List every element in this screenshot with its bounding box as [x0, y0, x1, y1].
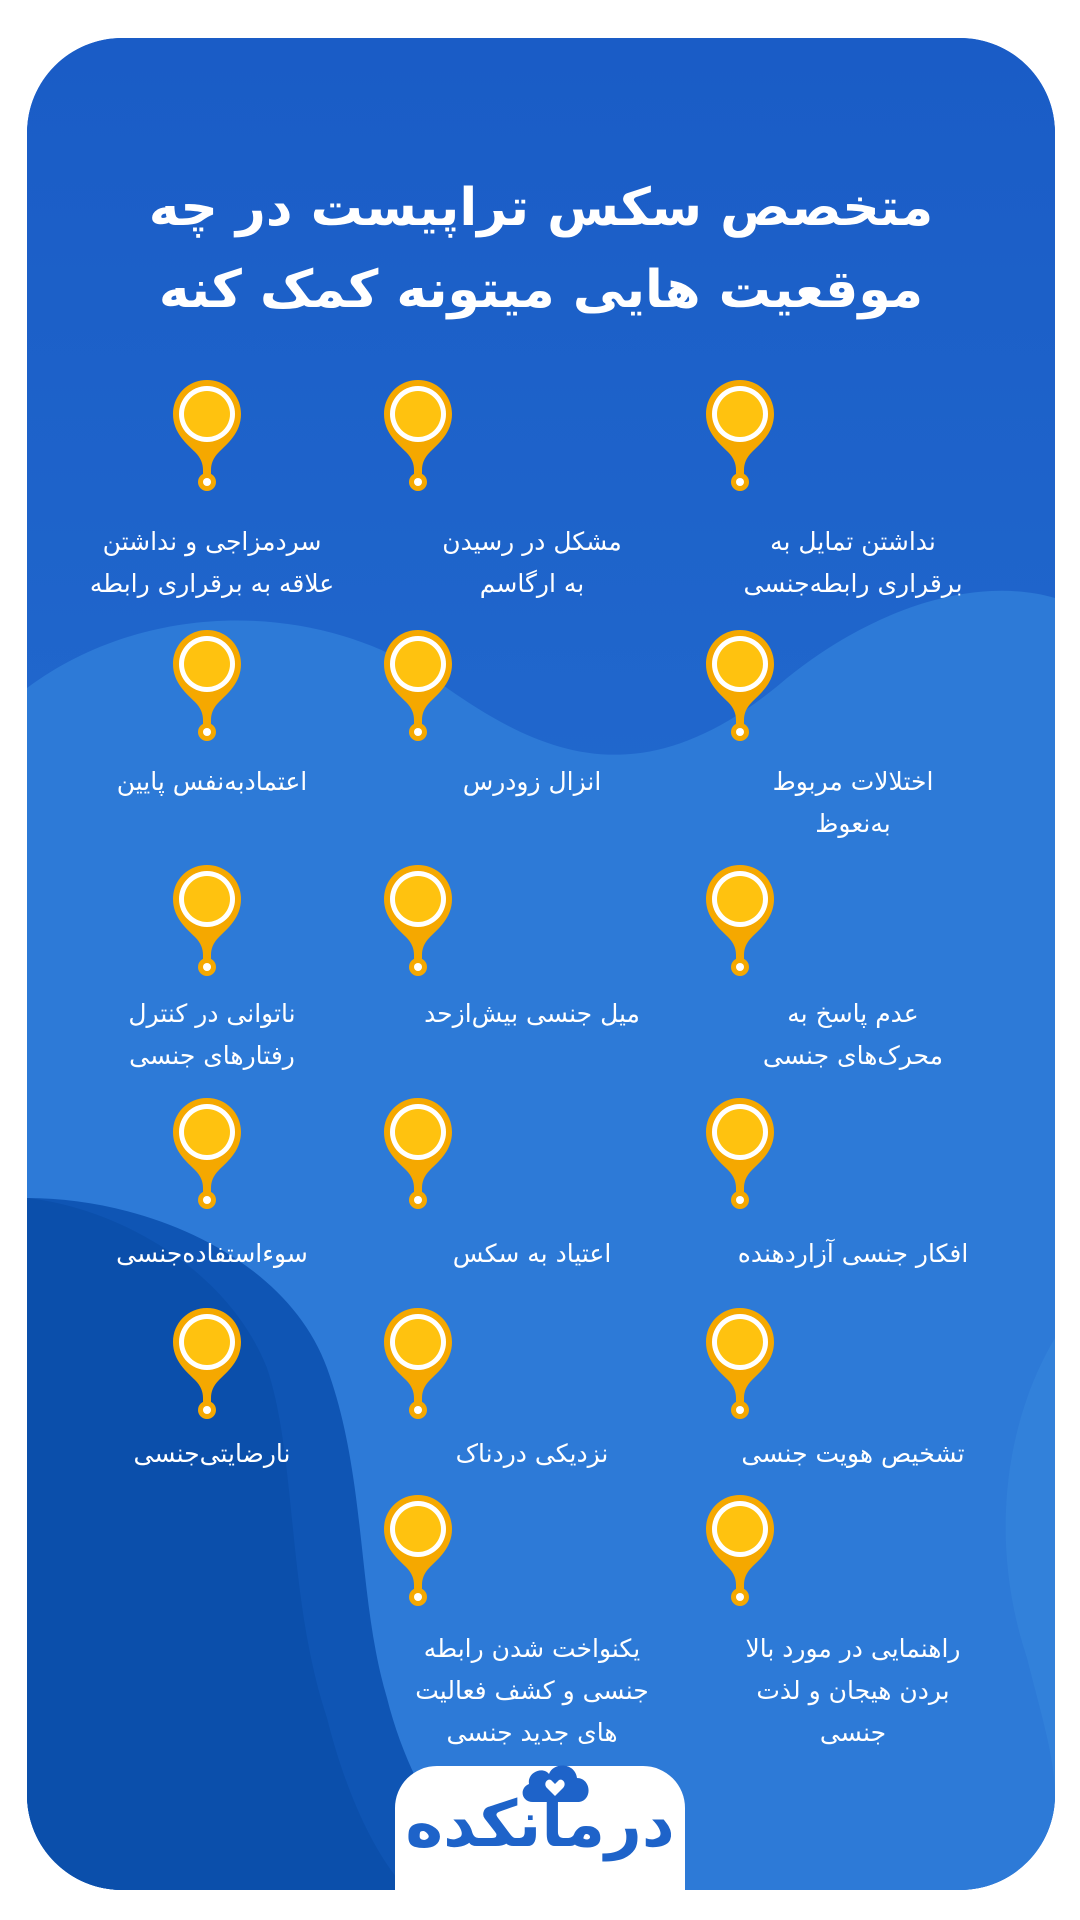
- location-pin-icon: [171, 378, 243, 496]
- location-pin-icon: [171, 1306, 243, 1424]
- item-label: [703, 761, 1003, 845]
- logo-text: درمانکده: [405, 1788, 675, 1862]
- location-pin-icon: [704, 1096, 776, 1214]
- location-pin-icon: [171, 863, 243, 981]
- item-label-line: نزدیکی دردناک: [455, 1439, 609, 1468]
- item-label-line: تشخیص هویت جنسی: [741, 1439, 965, 1468]
- location-pin-icon: [382, 863, 454, 981]
- item-label-line: عدم پاسخ به: [787, 999, 919, 1028]
- item-label-line: یکنواخت شدن رابطه: [423, 1634, 641, 1663]
- location-pin-icon: [704, 863, 776, 981]
- logo-badge: [395, 1766, 685, 1890]
- item-label-line: به‌نعوظ: [815, 809, 891, 838]
- location-pin-icon: [382, 628, 454, 746]
- location-pin-icon: [704, 378, 776, 496]
- item-label: [62, 761, 362, 803]
- location-pin-icon: [171, 1096, 243, 1214]
- item-label: [703, 993, 1003, 1077]
- item-label: [62, 521, 362, 605]
- location-pin-icon: [382, 1306, 454, 1424]
- item-label: [62, 1433, 362, 1475]
- item-label-line: اختلالات مربوط: [772, 767, 934, 796]
- title-line-1: متخصص سکس تراپیست در چه: [148, 178, 934, 238]
- location-pin-icon: [382, 1096, 454, 1214]
- item-label: [703, 1233, 1003, 1275]
- item-label-line: برقراری رابطه‌جنسی: [743, 569, 963, 598]
- item-label-line: های جدید جنسی: [446, 1718, 618, 1747]
- item-label-line: علاقه به برقراری رابطه: [89, 569, 335, 598]
- item-label: [62, 1233, 362, 1275]
- location-pin-icon: [382, 378, 454, 496]
- item-label: [62, 993, 362, 1077]
- item-label-line: اعتمادبه‌نفس پایین: [116, 767, 308, 796]
- item-label-line: نداشتن تمایل به: [770, 527, 936, 556]
- item-label: [382, 1628, 682, 1754]
- item-label-line: بردن هیجان و لذت: [756, 1676, 950, 1705]
- item-label-line: نارضایتی‌جنسی: [133, 1439, 291, 1468]
- item-label-line: به ارگاسم: [479, 569, 585, 598]
- item-label-line: ناتوانی در کنترل: [128, 999, 296, 1028]
- item-label-line: جنسی و کشف فعالیت: [415, 1676, 649, 1705]
- item-label-line: میل جنسی بیش‌ازحد: [424, 999, 640, 1028]
- item-label: [382, 1233, 682, 1275]
- item-label-line: انزال زودرس: [462, 767, 602, 796]
- item-label-line: مشکل در رسیدن: [442, 527, 622, 556]
- infographic-card: [27, 38, 1055, 1890]
- item-label-line: سردمزاجی و نداشتن: [102, 527, 322, 556]
- location-pin-icon: [171, 628, 243, 746]
- item-label: [382, 993, 682, 1035]
- title-line-2: موقعیت هایی میتونه کمک کنه: [158, 260, 924, 320]
- location-pin-icon: [704, 1493, 776, 1611]
- item-label-line: محرک‌های جنسی: [762, 1041, 944, 1070]
- location-pin-icon: [704, 1306, 776, 1424]
- item-label-line: راهنمایی در مورد بالا: [745, 1634, 961, 1663]
- item-label: [382, 1433, 682, 1475]
- item-label-line: رفتارهای جنسی: [129, 1041, 295, 1070]
- item-label: [382, 761, 682, 803]
- item-label: [703, 1628, 1003, 1754]
- item-label: [382, 521, 682, 605]
- location-pin-icon: [704, 628, 776, 746]
- item-label-line: سوءاستفاده‌جنسی: [116, 1239, 308, 1268]
- item-label-line: افکار جنسی آزاردهنده: [737, 1239, 969, 1268]
- item-label-line: اعتیاد به سکس: [452, 1239, 612, 1268]
- item-label: [703, 521, 1003, 605]
- location-pin-icon: [382, 1493, 454, 1611]
- item-label-line: جنسی: [819, 1718, 887, 1747]
- item-label: [703, 1433, 1003, 1475]
